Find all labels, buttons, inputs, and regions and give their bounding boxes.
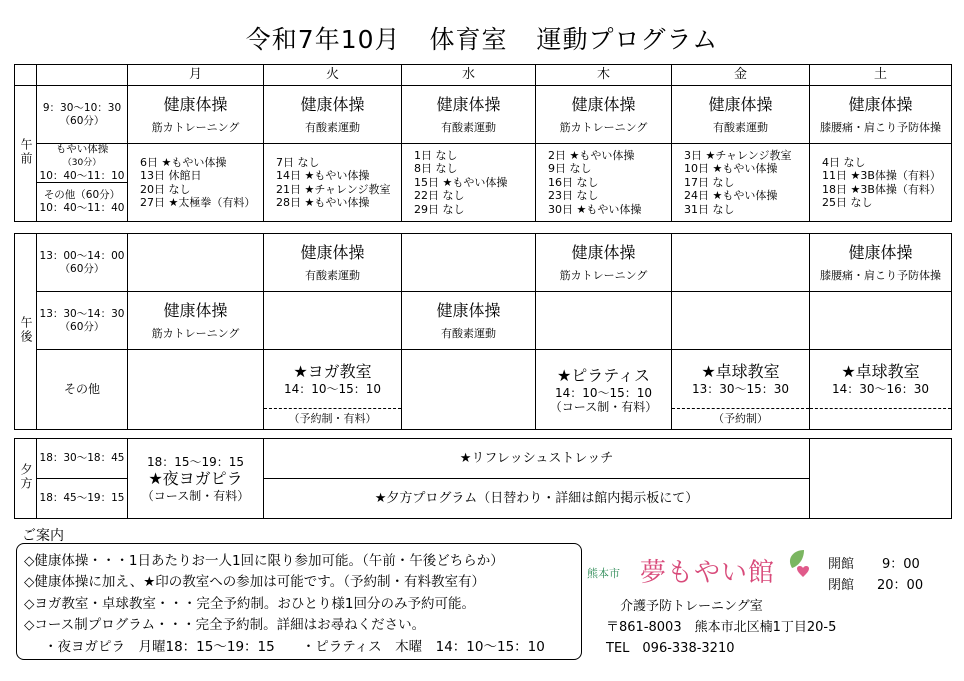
title-month: 令和7年10月 <box>245 25 401 54</box>
note-line-1: ◇健康体操・・・1日あたりお一人1回に限り参加可能。（午前・午後どちらか） <box>24 553 504 569</box>
pm-row-2 <box>15 292 952 350</box>
yoga-name: ★ヨガ教室 <box>293 362 372 381</box>
refresh-stretch: ★リフレッシュストレッチ <box>264 439 810 479</box>
am-sat-list: 4日 なし 11日 ★3B体操（有料） 18日 ★3B体操（有料） 25日 なし <box>810 144 952 222</box>
note-line-2: ◇健康体操に加え、★印の教室への参加は可能です。（予約制・有料教室有） <box>24 574 485 590</box>
pm-other-label: その他 <box>37 350 128 430</box>
pm-label: 午後 <box>15 234 37 430</box>
am-mon-list: 6日 ★もやい体操 13日 休館日 20日 なし 27日 ★太極拳（有料） <box>128 144 264 222</box>
day-wed: 水 <box>402 65 536 86</box>
pm-r2-sat <box>810 292 952 350</box>
day-thu: 木 <box>536 65 672 86</box>
am-sat-program: 健康体操 膝腰痛・肩こり予防体操 <box>810 86 952 144</box>
logo-city: 熊本市 <box>587 567 620 580</box>
am-time-slot: 9：30～10：30 （60分） <box>37 86 128 144</box>
day-header-row <box>15 65 952 86</box>
am-tue-list: 7日 なし 14日 ★もやい体操 21日 ★チャレンジ教室 28日 ★もやい体操 <box>264 144 402 222</box>
note-line-4: ◇コース制プログラム・・・完全予約制。詳細はお尋ねください。 <box>24 617 426 633</box>
ev-label: 夕方 <box>15 439 37 519</box>
notes-heading: ご案内 <box>22 528 64 544</box>
title-program: 運動プログラム <box>536 25 719 54</box>
am-schedule-row <box>15 144 952 222</box>
am-wed-program: 健康体操 有酸素運動 <box>402 86 536 144</box>
pm-r1-tue: 健康体操 有酸素運動 <box>264 234 402 292</box>
pm-tabletennis-fri: ★卓球教室 13：30～15：30 （予約制） <box>672 350 810 430</box>
close-label: 閉館 <box>828 578 855 593</box>
pm-r1-fri <box>672 234 810 292</box>
pm-tabletennis-sat: ★卓球教室 14：30～16：30 <box>810 350 952 430</box>
facility-dept: 介護予防トレーニング室 <box>620 599 763 614</box>
pm-r3-wed <box>402 350 536 430</box>
pm-time-1: 13：00～14：00 （60分） <box>37 234 128 292</box>
am-program-row <box>15 86 952 144</box>
evening-table <box>14 438 952 519</box>
open-time: 9：00 <box>882 557 920 572</box>
pm-r2-thu <box>536 292 672 350</box>
pm-r2-mon: 健康体操 筋カトレーニング <box>128 292 264 350</box>
night-yoga-time: 18：15～19：15 <box>146 454 245 469</box>
pm-row-1 <box>15 234 952 292</box>
pilates-time: 14：10～15：10 <box>554 385 653 400</box>
pilates-name: ★ピラティス <box>556 365 651 385</box>
ev-yoga-cell <box>128 439 264 519</box>
pm-r3-mon <box>128 350 264 430</box>
am-tue-program: 健康体操 有酸素運動 <box>264 86 402 144</box>
ev-time-1: 18：30～18：45 <box>37 439 128 479</box>
pm-r1-mon <box>128 234 264 292</box>
am-fri-list: 3日 ★チャレンジ教室 10日 ★もやい体操 17日 なし 24日 ★もやい体操 31日 なし <box>672 144 810 222</box>
ev-time-2: 18：45～19：15 <box>37 479 128 519</box>
afternoon-table <box>14 233 952 430</box>
pm-time-2: 13：30～14：30 （60分） <box>37 292 128 350</box>
pm-r1-sat: 健康体操 膝腰痛・肩こり予防体操 <box>810 234 952 292</box>
day-fri: 金 <box>672 65 810 86</box>
note-line-5: ・夜ヨガピラ 月曜18：15～19：15 ・ピラティス 木曜 14：10～15：10 <box>44 639 545 655</box>
yoga-time: 14：10～15：10 <box>283 382 382 396</box>
night-yoga-note: （コース制・有料） <box>141 488 250 503</box>
note-line-3: ◇ヨガ教室・卓球教室・・・完全予約制。おひとり様1回分のみ予約可能。 <box>24 596 475 612</box>
facility-tel: TEL 096-338-3210 <box>606 641 735 656</box>
am-label: 午前 <box>15 86 37 222</box>
yoga-note: （予約制・有料） <box>264 408 401 429</box>
day-tue: 火 <box>264 65 402 86</box>
evening-program: ★夕方プログラム（日替わり・詳細は館内掲示板にて） <box>264 479 810 519</box>
pm-r2-fri <box>672 292 810 350</box>
pm-r2-tue <box>264 292 402 350</box>
day-mon: 月 <box>128 65 264 86</box>
close-time: 20：00 <box>877 578 924 593</box>
ev-sat <box>810 439 952 519</box>
pm-row-other <box>15 350 952 430</box>
leaf-heart-icon <box>786 548 814 584</box>
ev-row-1 <box>15 439 952 479</box>
am-mon-program: 健康体操 筋カトレーニング <box>128 86 264 144</box>
am-fri-program: 健康体操 有酸素運動 <box>672 86 810 144</box>
day-sat: 土 <box>810 65 952 86</box>
morning-table <box>14 64 952 222</box>
pm-r2-wed: 健康体操 有酸素運動 <box>402 292 536 350</box>
night-yoga-name: ★夜ヨガピラ <box>148 468 243 488</box>
pilates-note: （コース制・有料） <box>549 399 658 414</box>
pm-r1-wed <box>402 234 536 292</box>
am-wed-list: 1日 なし 8日 なし 15日 ★もやい体操 22日 なし 29日 なし <box>402 144 536 222</box>
pm-pilates-cell <box>536 350 672 430</box>
logo-name: 夢もやい館 <box>640 558 776 588</box>
pm-r1-thu: 健康体操 筋カトレーニング <box>536 234 672 292</box>
am-extra-times: もやい体操（30分） 10：40～11：10 その他（60分） 10：40～11：40 <box>37 144 128 222</box>
title-room: 体育室 <box>429 25 508 54</box>
facility-address: 〒861-8003 熊本市北区楠1丁目20-5 <box>606 620 837 635</box>
page-title <box>0 20 964 56</box>
am-thu-program: 健康体操 筋カトレーニング <box>536 86 672 144</box>
open-label: 開館 <box>828 557 855 572</box>
pm-yoga-cell <box>264 350 402 430</box>
am-thu-list: 2日 ★もやい体操 9日 なし 16日 なし 23日 なし 30日 ★もやい体操 <box>536 144 672 222</box>
